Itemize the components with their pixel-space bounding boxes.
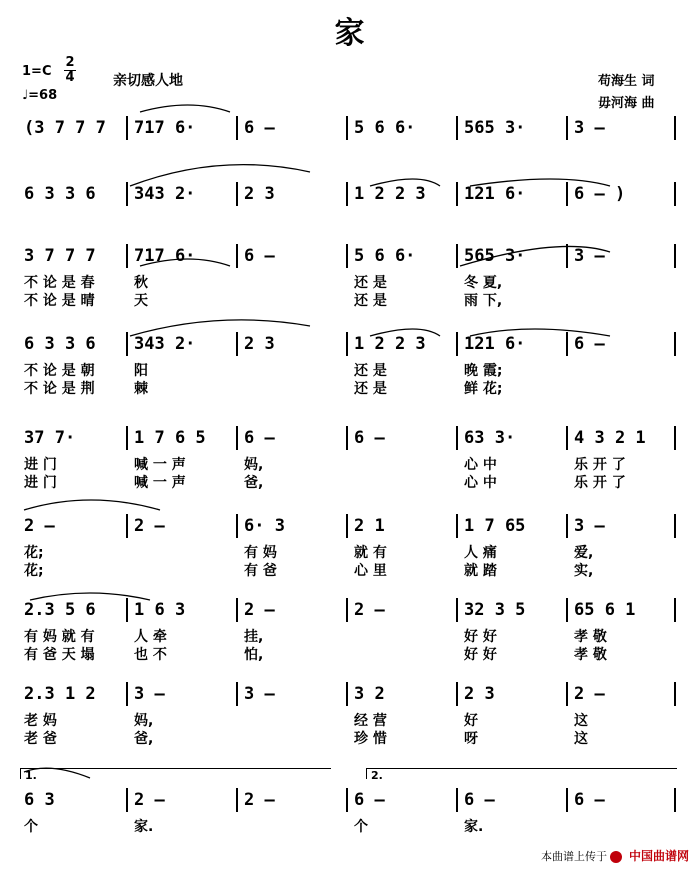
- tempo-mark: ♩=68: [22, 88, 58, 103]
- lyric-verse1: 人 牵: [134, 629, 167, 645]
- lyric-verse2: 有 爸: [244, 563, 277, 579]
- bar-line: [346, 426, 348, 450]
- measure-notes: 6· 3: [244, 516, 285, 536]
- measure-notes: 1 2 2 3: [354, 184, 426, 204]
- measure-notes: 2 –: [354, 600, 385, 620]
- measure-notes: 5 6 6·: [354, 118, 416, 138]
- measure-notes: (3 7 7 7: [24, 118, 106, 138]
- bar-line: [126, 332, 128, 356]
- bar-line: [456, 682, 458, 706]
- bar-line: [566, 682, 568, 706]
- lyric-verse1: 这: [574, 713, 588, 729]
- measure-notes: 2 3: [244, 334, 275, 354]
- lyric-verse2: 天: [134, 293, 148, 309]
- second-ending-bracket: [366, 768, 677, 782]
- bar-line: [126, 244, 128, 268]
- measure-notes: 2.3 1 2: [24, 684, 96, 704]
- lyric-verse2: 还 是: [354, 381, 387, 397]
- bar-line: [674, 116, 676, 140]
- slur: [30, 593, 150, 600]
- measure-notes: 1 7 6 5: [134, 428, 206, 448]
- measure-notes: 2 1: [354, 516, 385, 536]
- measure-notes: 3 –: [574, 246, 605, 266]
- time-sig-bottom: 4: [65, 70, 75, 85]
- bar-line: [126, 682, 128, 706]
- lyric-verse2: 爸,: [134, 731, 154, 747]
- bar-line: [674, 182, 676, 206]
- measure-notes: 2 3: [244, 184, 275, 204]
- measure-notes: 2 –: [134, 790, 165, 810]
- bar-line: [126, 598, 128, 622]
- bar-line: [126, 426, 128, 450]
- lyric-verse2: 心 中: [464, 475, 497, 491]
- lyric-verse2: 这: [574, 731, 588, 747]
- bar-line: [566, 332, 568, 356]
- measure-notes: 1 6 3: [134, 600, 186, 620]
- lyric-verse2: 雨 下,: [464, 293, 503, 309]
- measure-notes: 2 3: [464, 684, 495, 704]
- lyric-verse2: 就 踏: [464, 563, 497, 579]
- lyric-verse2: 有 爸 天 塌: [24, 647, 95, 663]
- bar-line: [126, 788, 128, 812]
- measure-notes: 565 3·: [464, 246, 526, 266]
- lyric-verse2: 还 是: [354, 293, 387, 309]
- lyric-verse2: 乐 开 了: [574, 475, 626, 491]
- lyric-verse1: 秋: [134, 275, 148, 291]
- lyric-verse1: 进 门: [24, 457, 57, 473]
- lyric-verse1: 不 论 是 春: [24, 275, 95, 291]
- bar-line: [236, 514, 238, 538]
- lyric-verse2: 鲜 花;: [464, 381, 503, 397]
- measure-notes: 6 – ): [574, 184, 626, 204]
- first-ending-label: 1.: [25, 769, 37, 782]
- measure-notes: 3 –: [244, 684, 275, 704]
- bar-line: [674, 244, 676, 268]
- measure-notes: 6 –: [464, 790, 495, 810]
- measure-notes: 6 –: [574, 334, 605, 354]
- lyric-verse1: 孝 敬: [574, 629, 607, 645]
- time-sig-top: 2: [65, 55, 75, 70]
- bar-line: [456, 514, 458, 538]
- slur: [24, 500, 160, 510]
- measure-notes: 343 2·: [134, 184, 196, 204]
- bar-line: [236, 682, 238, 706]
- bar-line: [566, 244, 568, 268]
- measure-notes: 121 6·: [464, 184, 526, 204]
- measure-notes: 5 6 6·: [354, 246, 416, 266]
- lyric-verse1: 晚 霞;: [464, 363, 503, 379]
- bar-line: [236, 244, 238, 268]
- bar-line: [126, 116, 128, 140]
- measure-notes: 1 2 2 3: [354, 334, 426, 354]
- lyric-verse2: 怕,: [244, 647, 264, 663]
- measure-notes: 6 –: [354, 428, 385, 448]
- bar-line: [566, 788, 568, 812]
- time-signature: [64, 56, 76, 85]
- bar-line: [126, 182, 128, 206]
- bar-line: [236, 182, 238, 206]
- lyric-verse2: 不 论 是 晴: [24, 293, 95, 309]
- bar-line: [236, 332, 238, 356]
- bar-line: [346, 182, 348, 206]
- first-ending-bracket: [20, 768, 331, 782]
- footer: [541, 847, 689, 864]
- measure-notes: 3 7 7 7: [24, 246, 96, 266]
- slur: [130, 165, 310, 186]
- lyric-verse1: 个: [354, 819, 368, 835]
- footer-logo[interactable]: 中国曲谱网: [628, 849, 689, 863]
- lyric-verse2: 老 爸: [24, 731, 57, 747]
- lyric-verse1: 冬 夏,: [464, 275, 503, 291]
- lyric-verse1: 有 妈: [244, 545, 277, 561]
- lyric-verse1: 花;: [24, 545, 44, 561]
- measure-notes: 2 –: [24, 516, 55, 536]
- measure-notes: 6 3: [24, 790, 55, 810]
- footer-text: 本曲谱上传于: [540, 850, 607, 863]
- measure-notes: 6 –: [244, 246, 275, 266]
- bar-line: [346, 514, 348, 538]
- lyric-verse1: 家.: [134, 819, 154, 835]
- lyric-verse1: 经 营: [354, 713, 387, 729]
- bar-line: [236, 788, 238, 812]
- measure-notes: 2 –: [134, 516, 165, 536]
- bar-line: [236, 426, 238, 450]
- lyric-verse2: 呀: [464, 731, 478, 747]
- lyric-verse1: 乐 开 了: [574, 457, 626, 473]
- lyric-verse2: 也 不: [134, 647, 167, 663]
- composer-credit: 毋河海 曲: [598, 96, 655, 111]
- measure-notes: 343 2·: [134, 334, 196, 354]
- measure-notes: 2 –: [574, 684, 605, 704]
- page-title: 家: [334, 16, 365, 51]
- lyric-verse2: 爸,: [244, 475, 264, 491]
- measure-notes: 2 –: [244, 790, 275, 810]
- bar-line: [236, 598, 238, 622]
- bar-line: [346, 682, 348, 706]
- measure-notes: 6 –: [354, 790, 385, 810]
- measure-notes: 37 7·: [24, 428, 76, 448]
- bar-line: [456, 426, 458, 450]
- lyric-verse1: 阳: [134, 363, 148, 379]
- bar-line: [566, 182, 568, 206]
- bar-line: [674, 426, 676, 450]
- bar-line: [456, 244, 458, 268]
- measure-notes: 6 –: [574, 790, 605, 810]
- key-signature: [22, 64, 51, 79]
- lyric-verse1: 妈,: [244, 457, 264, 473]
- measure-notes: 3 –: [574, 516, 605, 536]
- lyric-verse1: 好 好: [464, 629, 497, 645]
- lyric-verse2: 花;: [24, 563, 44, 579]
- bar-line: [346, 788, 348, 812]
- lyric-verse2: 进 门: [24, 475, 57, 491]
- measure-notes: 32 3 5: [464, 600, 526, 620]
- lyric-verse1: 不 论 是 朝: [24, 363, 95, 379]
- lyric-verse2: 喊 一 声: [134, 475, 186, 491]
- lyric-verse2: 不 论 是 荆: [24, 381, 95, 397]
- measure-notes: 2 –: [244, 600, 275, 620]
- bar-line: [674, 598, 676, 622]
- lyric-verse1: 有 妈 就 有: [24, 629, 95, 645]
- measure-notes: 6 3 3 6: [24, 184, 96, 204]
- measure-notes: 3 –: [574, 118, 605, 138]
- lyric-verse1: 心 中: [464, 457, 497, 473]
- expression-mark: 亲切感人地: [113, 73, 183, 89]
- lyric-verse2: 珍 惜: [354, 731, 387, 747]
- measure-notes: 1 7 65: [464, 516, 526, 536]
- measure-notes: 3 –: [134, 684, 165, 704]
- key-label: 1=C: [22, 64, 52, 79]
- bar-line: [566, 426, 568, 450]
- lyric-verse1: 老 妈: [24, 713, 57, 729]
- measure-notes: 717 6·: [134, 246, 196, 266]
- measure-notes: 6 3 3 6: [24, 334, 96, 354]
- bar-line: [346, 244, 348, 268]
- measure-notes: 121 6·: [464, 334, 526, 354]
- lyric-verse2: 孝 敬: [574, 647, 607, 663]
- bar-line: [566, 116, 568, 140]
- bar-line: [456, 182, 458, 206]
- bar-line: [674, 682, 676, 706]
- lyric-verse2: 实,: [574, 563, 594, 579]
- lyric-verse1: 还 是: [354, 363, 387, 379]
- measure-notes: 2.3 5 6: [24, 600, 96, 620]
- second-ending-label: 2.: [371, 769, 383, 782]
- lyric-verse1: 妈,: [134, 713, 154, 729]
- measure-notes: 717 6·: [134, 118, 196, 138]
- lyric-verse2: 心 里: [354, 563, 387, 579]
- bar-line: [126, 514, 128, 538]
- bar-line: [346, 598, 348, 622]
- bar-line: [456, 116, 458, 140]
- lyricist-credit: 苟海生 词: [598, 74, 655, 89]
- bar-line: [456, 598, 458, 622]
- lyric-verse1: 就 有: [354, 545, 387, 561]
- measure-notes: 4 3 2 1: [574, 428, 646, 448]
- bar-line: [346, 116, 348, 140]
- lyric-verse1: 挂,: [244, 629, 264, 645]
- lyric-verse1: 喊 一 声: [134, 457, 186, 473]
- lyric-verse1: 好: [464, 713, 478, 729]
- bar-line: [674, 332, 676, 356]
- bar-line: [236, 116, 238, 140]
- site-logo-icon: [610, 851, 622, 863]
- measure-notes: 63 3·: [464, 428, 516, 448]
- measure-notes: 565 3·: [464, 118, 526, 138]
- measure-notes: 3 2: [354, 684, 385, 704]
- lyric-verse1: 人 痛: [464, 545, 497, 561]
- lyric-verse1: 还 是: [354, 275, 387, 291]
- bar-line: [674, 788, 676, 812]
- lyric-verse1: 家.: [464, 819, 484, 835]
- bar-line: [566, 514, 568, 538]
- bar-line: [674, 514, 676, 538]
- measure-notes: 65 6 1: [574, 600, 636, 620]
- bar-line: [346, 332, 348, 356]
- bar-line: [566, 598, 568, 622]
- lyric-verse1: 爱,: [574, 545, 594, 561]
- slur: [140, 105, 230, 112]
- measure-notes: 6 –: [244, 428, 275, 448]
- measure-notes: 6 –: [244, 118, 275, 138]
- bar-line: [456, 788, 458, 812]
- bar-line: [456, 332, 458, 356]
- lyric-verse1: 个: [24, 819, 38, 835]
- lyric-verse2: 棘: [134, 381, 148, 397]
- lyric-verse2: 好 好: [464, 647, 497, 663]
